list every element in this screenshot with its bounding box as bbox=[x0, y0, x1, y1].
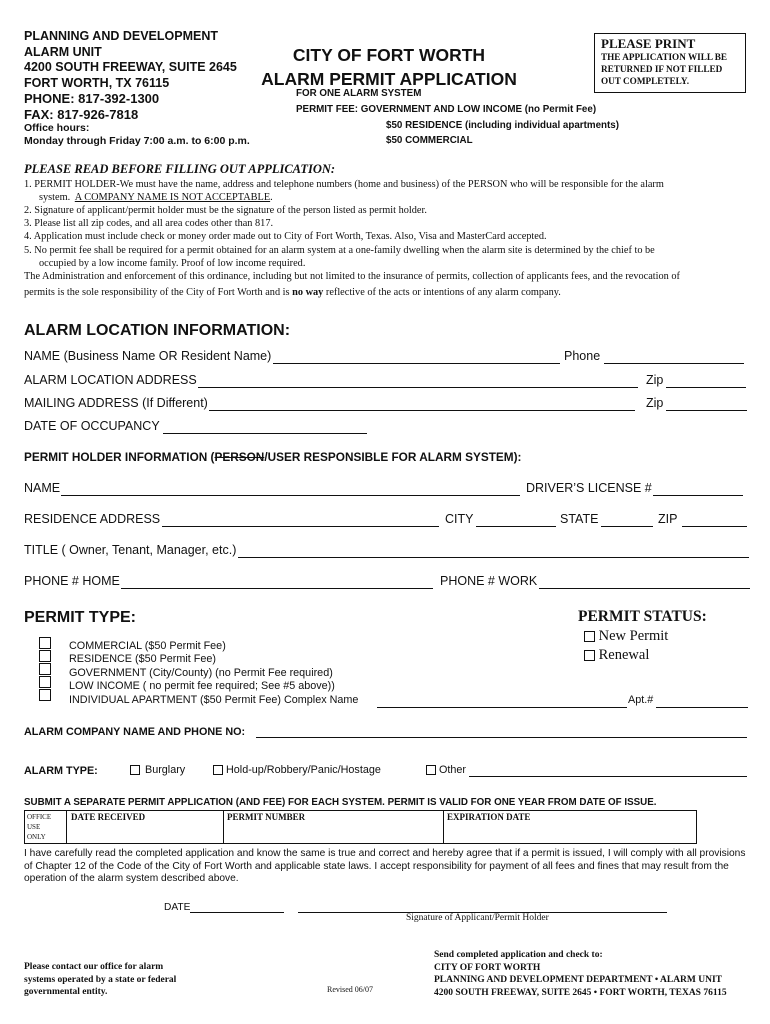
commercial-checkbox[interactable] bbox=[39, 637, 51, 649]
date-field[interactable] bbox=[190, 912, 284, 913]
state-field[interactable] bbox=[601, 526, 653, 527]
alarm-location-label: ALARM LOCATION ADDRESS bbox=[24, 373, 197, 387]
alarm-type-label: ALARM TYPE: bbox=[24, 765, 98, 777]
phone-work-label: PHONE # WORK bbox=[440, 574, 538, 588]
office-use-text: OFFICE bbox=[27, 813, 52, 821]
phone-home-field[interactable] bbox=[121, 588, 433, 589]
footer-left-line: governmental entity. bbox=[24, 987, 108, 997]
date-received-header: DATE RECEIVED bbox=[71, 812, 146, 822]
office-line: FORT WORTH, TX 76115 bbox=[24, 75, 170, 90]
location-zip-label: Zip bbox=[646, 373, 664, 387]
office-hours-label: Office hours: bbox=[24, 122, 90, 134]
alarm-type-burglary bbox=[130, 764, 185, 776]
expiration-date-header: EXPIRATION DATE bbox=[447, 812, 531, 822]
residence-address-label: RESIDENCE ADDRESS bbox=[24, 512, 161, 526]
administration-note: The Administration and enforcement of this ordinance, including but not limited to the insurance of permits, collection of applicants fees, and the revocation of bbox=[24, 271, 680, 282]
alarm-type-other bbox=[426, 764, 466, 776]
permit-fee-commercial: $50 COMMERCIAL bbox=[386, 135, 473, 146]
occupancy-label: DATE OF OCCUPANCY bbox=[24, 419, 160, 433]
administration-no-way: no way bbox=[292, 287, 324, 298]
permit-type-apartment: INDIVIDUAL APARTMENT ($50 Permit Fee) Complex Name bbox=[69, 693, 359, 706]
alarm-type-holdup bbox=[213, 764, 381, 776]
renewal-checkbox[interactable] bbox=[584, 650, 595, 661]
zip-label: ZIP bbox=[658, 512, 678, 526]
permit-fee-line: PERMIT FEE: GOVERNMENT AND LOW INCOME (no Permit Fee) bbox=[296, 104, 597, 115]
apartment-checkbox[interactable] bbox=[39, 689, 51, 701]
holder-heading-person: PERSON bbox=[214, 450, 265, 464]
alarm-company-label: ALARM COMPANY NAME AND PHONE NO: bbox=[24, 726, 246, 738]
drivers-license-label: DRIVER’S LICENSE # bbox=[526, 481, 652, 495]
please-print-text: THE APPLICATION WILL BE RETURNED IF NOT FILLED OUT COMPLETELY. bbox=[601, 52, 728, 86]
footer-right-line: 4200 SOUTH FREEWAY, SUITE 2645 • FORT WORTH, TEXAS 76115 bbox=[434, 987, 727, 998]
office-fax: FAX: 817-926-7818 bbox=[24, 106, 139, 122]
instruction-3: 3. Please list all zip codes, and all area codes other than 817. bbox=[24, 218, 274, 229]
mailing-zip-field[interactable] bbox=[666, 410, 747, 411]
office-use-text: USE bbox=[27, 823, 41, 831]
permit-type-government: GOVERNMENT (City/County) (no Permit Fee required) bbox=[69, 666, 333, 679]
office-use-table bbox=[24, 810, 697, 844]
administration-text-end: reflective of the acts or intentions of any alarm company. bbox=[325, 287, 561, 298]
office-use-cell bbox=[25, 811, 67, 843]
holder-name-label: NAME bbox=[24, 481, 61, 495]
date-label: DATE bbox=[164, 902, 191, 913]
permit-number-header: PERMIT NUMBER bbox=[227, 812, 306, 822]
permit-status-heading: PERMIT STATUS: bbox=[578, 608, 707, 625]
government-checkbox[interactable] bbox=[39, 663, 51, 675]
holder-heading bbox=[24, 450, 521, 464]
company-not-acceptable: A COMPANY NAME IS NOT ACCEPTABLE bbox=[74, 192, 271, 203]
holdup-checkbox[interactable] bbox=[213, 765, 223, 775]
zip-field[interactable] bbox=[682, 526, 747, 527]
city-label: CITY bbox=[445, 512, 474, 526]
revised-date: Revised 06/07 bbox=[327, 985, 373, 994]
location-name-field[interactable] bbox=[273, 363, 560, 364]
alarm-company-field[interactable] bbox=[256, 737, 747, 738]
title-application: ALARM PERMIT APPLICATION bbox=[261, 69, 517, 89]
instructions-list bbox=[24, 178, 754, 299]
footer-right-line: Send completed application and check to: bbox=[434, 950, 603, 960]
location-zip-field[interactable] bbox=[666, 387, 746, 388]
office-line: 4200 SOUTH FREEWAY, SUITE 2645 bbox=[24, 60, 237, 74]
footer-contact-note bbox=[24, 961, 176, 999]
instruction-5-cont: occupied by a low income family. Proof of low income required. bbox=[39, 258, 306, 269]
permit-type-checkboxes bbox=[39, 637, 55, 701]
permit-fee-residence: $50 RESIDENCE (including individual apartments) bbox=[386, 120, 619, 131]
other-label: Other bbox=[439, 764, 467, 776]
footer-right-line: CITY OF FORT WORTH bbox=[434, 962, 541, 973]
instruction-5: 5. No permit fee shall be required for a permit obtained for an alarm system at a one-family dwelling when the alarm site is determined by the chief to be bbox=[24, 245, 655, 256]
burglary-checkbox[interactable] bbox=[130, 765, 140, 775]
phone-work-field[interactable] bbox=[539, 588, 750, 589]
instruction-1: 1. PERMIT HOLDER-We must have the name, address and telephone numbers (home and business) of the PERSON who will be responsible for the alarm bbox=[24, 179, 664, 190]
permit-type-low-income: LOW INCOME ( no permit fee required; See #5 above)) bbox=[69, 680, 335, 693]
administration-note-cont bbox=[24, 286, 754, 299]
footer-left-line: Please contact our office for alarm bbox=[24, 962, 164, 972]
submit-note: SUBMIT A SEPARATE PERMIT APPLICATION (AND FEE) FOR EACH SYSTEM. PERMIT IS VALID FOR ONE YEAR FROM DATE OF ISSUE. bbox=[24, 797, 657, 808]
please-print-box bbox=[594, 33, 746, 93]
please-print-title: PLEASE PRINT bbox=[601, 36, 696, 51]
mailing-address-field[interactable] bbox=[209, 410, 635, 411]
title-label: TITLE ( Owner, Tenant, Manager, etc.) bbox=[24, 543, 237, 557]
holder-name-field[interactable] bbox=[61, 495, 520, 496]
residence-checkbox[interactable] bbox=[39, 650, 51, 662]
signature-label: Signature of Applicant/Permit Holder bbox=[406, 913, 549, 923]
holder-heading-b: /USER RESPONSIBLE FOR ALARM SYSTEM): bbox=[264, 450, 522, 464]
location-heading: ALARM LOCATION INFORMATION: bbox=[24, 322, 291, 339]
city-field[interactable] bbox=[476, 526, 556, 527]
permit-type-commercial: COMMERCIAL ($50 Permit Fee) bbox=[69, 640, 226, 652]
location-name-label: NAME (Business Name OR Resident Name) bbox=[24, 349, 272, 363]
title-field[interactable] bbox=[238, 557, 749, 558]
residence-address-field[interactable] bbox=[162, 526, 439, 527]
occupancy-field[interactable] bbox=[163, 433, 367, 434]
other-checkbox[interactable] bbox=[426, 765, 436, 775]
table-divider bbox=[443, 811, 444, 843]
footer-right-line: PLANNING AND DEVELOPMENT DEPARTMENT • ALARM UNIT bbox=[434, 975, 723, 985]
location-phone-field[interactable] bbox=[604, 363, 744, 364]
footer-left-line: systems operated by a state or federal bbox=[24, 974, 177, 985]
phone-home-label: PHONE # HOME bbox=[24, 574, 120, 588]
complex-name-field[interactable] bbox=[377, 707, 627, 708]
holder-heading-a: PERMIT HOLDER INFORMATION ( bbox=[24, 450, 215, 464]
instructions-heading: PLEASE READ BEFORE FILLING OUT APPLICATION: bbox=[24, 162, 336, 176]
instruction-1-cont: system. A COMPANY NAME IS NOT ACCEPTABLE. bbox=[39, 192, 273, 203]
instruction-2: 2. Signature of applicant/permit holder must be the signature of the person listed as permit holder. bbox=[24, 205, 427, 216]
holdup-label: Hold-up/Robbery/Panic/Hostage bbox=[226, 764, 381, 776]
permit-type-options bbox=[69, 640, 358, 707]
administration-text: permits is the sole responsibility of the City of Fort Worth and is bbox=[24, 287, 290, 298]
apt-label: Apt.# bbox=[628, 694, 654, 706]
office-hours: Monday through Friday 7:00 a.m. to 6:00 p.m. bbox=[24, 135, 250, 147]
office-phone: PHONE: 817-392-1300 bbox=[24, 91, 160, 106]
office-use-text: ONLY bbox=[27, 833, 46, 841]
new-permit-label: New Permit bbox=[598, 628, 669, 644]
permit-type-heading: PERMIT TYPE: bbox=[24, 609, 137, 626]
table-divider bbox=[223, 811, 224, 843]
permit-status-new bbox=[584, 628, 668, 645]
location-phone-label: Phone bbox=[564, 349, 601, 363]
low-income-checkbox[interactable] bbox=[39, 676, 51, 688]
for-one-system: FOR ONE ALARM SYSTEM bbox=[296, 88, 422, 99]
alarm-location-field[interactable] bbox=[198, 387, 638, 388]
other-alarm-field[interactable] bbox=[469, 776, 747, 777]
burglary-label: Burglary bbox=[145, 764, 186, 776]
footer-mailing-address bbox=[434, 949, 727, 999]
renewal-label: Renewal bbox=[598, 647, 650, 663]
office-line: ALARM UNIT bbox=[24, 44, 102, 59]
certification-text: I have carefully read the completed application and know the same is true and correct and hereby agree that if a permit is issued, I will comply with all provisions of Chapter 12 of the Code of the City of Fort Worth and applicable state laws. I accept responsibility for payment of all fees and fines that may result from the operation of the alarm system described above. bbox=[24, 848, 746, 884]
mailing-address-label: MAILING ADDRESS (If Different) bbox=[24, 396, 208, 410]
title-city: CITY OF FORT WORTH bbox=[292, 45, 486, 65]
office-line: PLANNING AND DEVELOPMENT bbox=[24, 29, 218, 43]
new-permit-checkbox[interactable] bbox=[584, 631, 595, 642]
instruction-1-system: system. bbox=[39, 192, 71, 203]
mailing-zip-label: Zip bbox=[646, 396, 664, 410]
apt-field[interactable] bbox=[656, 707, 748, 708]
permit-status-renewal bbox=[584, 647, 649, 664]
permit-type-residence: RESIDENCE ($50 Permit Fee) bbox=[69, 653, 216, 666]
drivers-license-field[interactable] bbox=[653, 495, 743, 496]
state-label: STATE bbox=[560, 512, 599, 526]
instruction-4: 4. Application must include check or money order made out to City of Fort Worth, Texas. Also, Visa and MasterCard accepted. bbox=[24, 231, 547, 242]
form-title bbox=[258, 43, 520, 91]
office-address-block bbox=[24, 29, 250, 148]
